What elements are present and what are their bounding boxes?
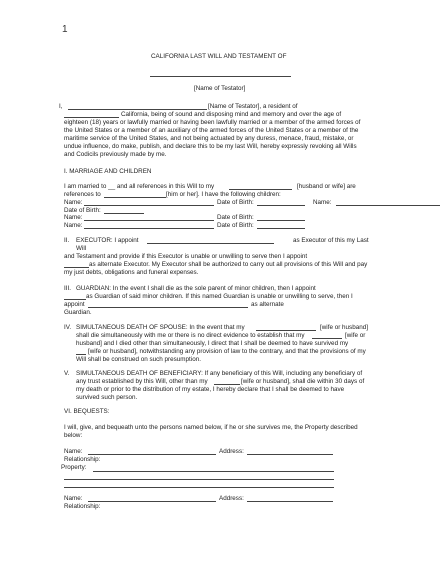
bequest-2-address-label: Address: [219,495,244,502]
testator-name-line[interactable] [150,76,291,77]
section-v-label: V. [64,370,70,377]
section-iii-line-3: appoint [64,301,85,308]
section-iv-label: IV. [64,324,72,331]
bequest-1-property-line-2[interactable] [64,479,334,480]
section-iv-line-3: husband] and I died other than simultaneously, I direct that I shall be deemed to have survived my [76,340,349,347]
spouse-iv-line-3[interactable] [76,354,86,355]
child-2-name-label: Name: [313,199,332,206]
bequest-1-property-line-1[interactable] [93,471,334,472]
child-2-dob-label: Date of Birth: [64,207,101,214]
section-v-line-2b: [wife or husband], shall die within 30 days of [241,378,365,385]
spouse-iv-line-2[interactable] [312,338,342,339]
section-ii-line-3: and Testament and provide if this Executor is unable or unwilling to serve then I appoint [64,253,308,260]
executor-name-line[interactable] [147,243,274,244]
testator-name-label: [Name of Testator] [194,85,246,92]
section-iv-line-1b: [wife or husband] [320,324,368,331]
section-i-line-1b: [husband or wife] are [297,183,356,190]
section-ii-line-1: EXECUTOR: I appoint [76,237,139,244]
section-iv-line-5: Will shall be construed on such presumption. [76,356,201,363]
section-ii-line-5: my just debts, obligations and funeral expenses. [64,269,199,276]
bequest-1-address-label: Address: [219,448,244,455]
section-i-heading: I. MARRIAGE AND CHILDREN [64,168,152,175]
bequest-2-name-label: Name: [64,495,83,502]
section-i-line-1: I am married to __ and all references in this Will to my [64,183,215,190]
bequest-1-name-label: Name: [64,448,83,455]
child-3-dob-label: Date of Birth: [217,214,254,221]
child-3-dob-line[interactable] [257,220,305,221]
section-ii-label: II. [64,237,70,244]
section-iv-line-1: SIMULTANEOUS DEATH OF SPOUSE: In the event that my [76,324,245,331]
section-vi-line-2: below: [64,432,83,439]
intro-line-7: and Codicils previously made by me. [64,151,167,158]
intro-line-2: California, being of sound and disposing mind and memory and over the age of [121,111,342,118]
bequest-1-property-label: Property: [61,464,87,471]
section-ii-line-1b: as Executor of this my Last [293,237,369,244]
bequest-1-relationship-label: Relationship: [64,456,101,463]
child-4-dob-line[interactable] [257,228,305,229]
spouse-iv-line[interactable] [256,330,316,331]
intro-line-4: the United States or a member of an auxiliary of the armed forces of the United States or a member of the [64,127,359,134]
child-1-name-label: Name: [64,199,83,206]
section-iv-line-2: shall die simultaneously with me or there is no direct evidence to establish that my [76,332,305,339]
page-number: 1 [62,24,68,35]
section-iv-line-2b: [wife or [345,332,366,339]
section-i-line-2: references to [64,191,101,198]
child-4-name-line[interactable] [84,228,214,229]
section-iii-line-3b: as alternate [251,301,284,308]
child-3-name-line[interactable] [84,220,214,221]
section-vi-line-1: I will, give, and bequeath unto the persons named below, if he or she survives me, the Property described [64,424,358,431]
bequest-1-address-line[interactable] [247,454,333,455]
section-iii-line-4: Guardian. [64,309,92,316]
document-title: CALIFORNIA LAST WILL AND TESTAMENT OF [151,53,287,60]
child-4-name-label: Name: [64,222,83,229]
section-iii-label: III. [64,285,71,292]
spouse-v-line[interactable] [214,384,240,385]
section-v-line-2: any trust established by this Will, other than my [76,378,208,385]
bequest-1-property-line-3[interactable] [64,487,334,488]
intro-name-line[interactable] [68,109,207,110]
child-4-dob-label: Date of Birth: [217,222,254,229]
section-v-line-4: survived such person. [76,394,138,401]
section-iii-line-2: as Guardian of said minor children. If this named Guardian is unable or unwilling to serve, then I [86,293,353,300]
child-1-dob-label: Date of Birth: [217,199,254,206]
section-ii-line-4: as alternate Executor. My Executor shall be authorized to carry out all provisions of this Will and pay [89,261,368,268]
intro-line-3: eighteen (18) years or lawfully married or having been lawfully married or a member of the armed forces of [64,119,361,126]
intro-i: I, [59,103,63,110]
bequest-2-address-line[interactable] [247,501,333,502]
bequest-1-name-line[interactable] [88,454,216,455]
section-vi-heading: VI. BEQUESTS: [64,408,110,415]
section-iii-line-1: GUARDIAN: In the event I shall die as the sole parent of minor children, then I appoint [76,285,316,292]
child-2-dob-line[interactable] [104,213,144,214]
section-i-line-2b: [him or her]. I have the following children: [166,191,281,198]
alternate-executor-line[interactable] [64,267,89,268]
intro-line-5: maritime service of the United States, and not being actuated by any duress, menace, fraud, mistake, or [64,135,354,142]
section-v-line-1: SIMULTANEOUS DEATH OF BENEFICIARY: If any beneficiary of this Will, including any beneficiary of [76,370,363,377]
child-1-name-line[interactable] [84,205,214,206]
bequest-2-name-line[interactable] [88,501,216,502]
child-3-name-label: Name: [64,214,83,221]
section-v-line-3: my death or prior to the distribution of my estate, I hereby declare that I shall be deemed to have [76,386,345,393]
guardian-name-line[interactable] [64,299,86,300]
section-iv-line-4: [wife or husband], notwithstanding any provision of law to the contrary, and that the provisions of my [88,348,366,355]
alternate-guardian-line[interactable] [88,307,248,308]
spouse-name-line[interactable] [229,189,292,190]
child-1-dob-line[interactable] [257,205,305,206]
bequest-2-relationship-label: Relationship: [64,503,101,510]
intro-line-1: [Name of Testator], a resident of [208,103,298,110]
section-ii-line-2: Will [76,245,87,252]
child-2-name-line[interactable] [336,205,440,206]
intro-line-6: undue influence, do make, publish, and declare this to be my last Will, hereby expressly revoking all Wills [64,143,357,150]
pronoun-line[interactable] [104,197,166,198]
intro-county-line[interactable] [64,117,119,118]
